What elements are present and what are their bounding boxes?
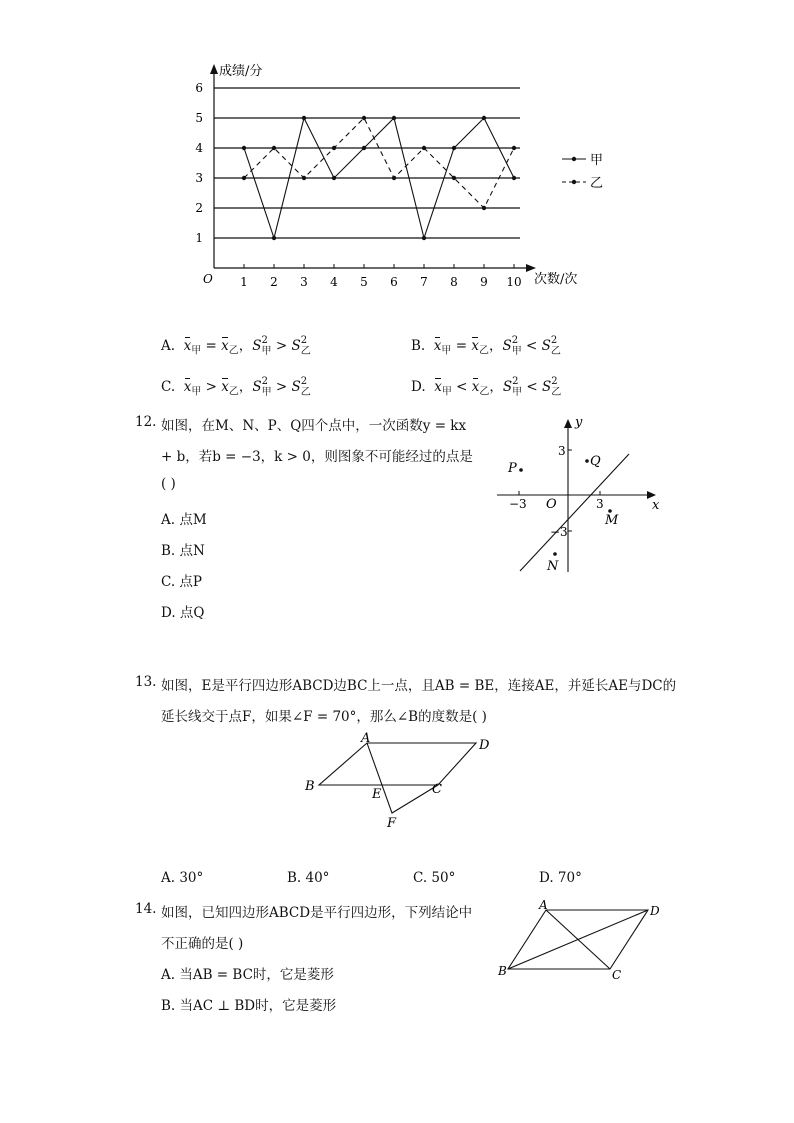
data-point bbox=[452, 176, 456, 180]
q11-option-b[interactable]: B. $x_甲$ = $x_乙$，S 2 甲 < S 2 乙 bbox=[411, 335, 561, 357]
q14-label-d: D bbox=[650, 904, 660, 918]
data-point bbox=[242, 146, 246, 150]
q12-point-q: Q bbox=[590, 454, 601, 469]
q13-option-d[interactable]: D. 70° bbox=[539, 870, 582, 886]
q13-text-line2: 延长线交于点F，如果∠F = 70°，那么∠B的度数是( ) bbox=[161, 709, 487, 725]
y-tick-label: 3 bbox=[195, 171, 203, 185]
q12-tick-x3: 3 bbox=[596, 497, 604, 511]
data-point bbox=[332, 176, 336, 180]
y-tick-label: 4 bbox=[195, 141, 203, 155]
y-tick-label: 5 bbox=[195, 111, 203, 125]
q11-option-d[interactable]: D. $x_甲$ < $x_乙$，S 2 甲 < S 2 乙 bbox=[411, 376, 562, 398]
q12-option-b[interactable]: B. 点N bbox=[161, 543, 205, 559]
data-point bbox=[242, 176, 246, 180]
q11-option-a[interactable]: A. $x_甲$ = $x_乙$，S 2 甲 > S 2 乙 bbox=[161, 335, 311, 357]
data-point bbox=[332, 146, 336, 150]
data-point bbox=[272, 146, 276, 150]
data-point bbox=[302, 116, 306, 120]
q12-text-line2: + b，若b = −3，k > 0，则图象不可能经过的点是 bbox=[161, 449, 473, 465]
q13-option-a[interactable]: A. 30° bbox=[161, 870, 204, 886]
q12-tick-yn3: −3 bbox=[550, 525, 568, 539]
data-point bbox=[482, 116, 486, 120]
q14-label-b: B bbox=[498, 964, 507, 978]
q14-parallelogram-figure bbox=[490, 895, 670, 990]
data-point bbox=[512, 176, 516, 180]
legend-marker-1 bbox=[572, 180, 576, 184]
q12-option-d[interactable]: D. 点Q bbox=[161, 605, 205, 621]
q13-parallelogram-figure bbox=[300, 728, 500, 833]
q14-label-a: A bbox=[539, 898, 548, 912]
q14-text-line2: 不正确的是( ) bbox=[161, 936, 244, 952]
x-tick-label: 6 bbox=[390, 275, 398, 289]
q12-y-label: y bbox=[575, 415, 583, 430]
q12-tick-y3: 3 bbox=[558, 444, 566, 458]
q12-point-n: N bbox=[547, 559, 559, 574]
x-tick-label: 4 bbox=[330, 275, 338, 289]
x-tick-label: 10 bbox=[506, 275, 522, 289]
q12-tick-xn3: −3 bbox=[509, 497, 527, 511]
data-point bbox=[452, 146, 456, 150]
legend-marker-0 bbox=[572, 157, 576, 161]
y-tick-label: 2 bbox=[195, 201, 203, 215]
q12-point-m: M bbox=[605, 513, 619, 528]
data-point bbox=[302, 176, 306, 180]
x-axis-arrow bbox=[526, 264, 536, 272]
line-chart bbox=[0, 0, 794, 300]
q12-x-label: x bbox=[652, 498, 660, 513]
legend-label-1: 乙 bbox=[590, 176, 604, 191]
q14-label-c: C bbox=[612, 968, 622, 982]
legend-label-0: 甲 bbox=[590, 153, 604, 168]
q13-option-c[interactable]: C. 50° bbox=[413, 870, 456, 886]
data-point bbox=[362, 146, 366, 150]
x-tick-label: 9 bbox=[480, 275, 488, 289]
x-tick-label: 5 bbox=[360, 275, 368, 289]
x-tick-label: 7 bbox=[420, 275, 428, 289]
x-tick-label: 3 bbox=[300, 275, 308, 289]
q13-text-line1: 如图，E是平行四边形ABCD边BC上一点，且AB = BE，连接AE，并延长AE与DC的 bbox=[161, 678, 677, 694]
q12-coordinate-figure bbox=[490, 410, 670, 580]
q14-text-line1: 如图，已知四边形ABCD是平行四边形，下列结论中 bbox=[161, 905, 473, 921]
q11-option-c[interactable]: C. $x_甲$ > $x_乙$，S 2 甲 > S 2 乙 bbox=[161, 376, 311, 398]
q13-label-e: E bbox=[372, 787, 382, 802]
q13-label-f: F bbox=[387, 816, 397, 831]
q13-label-d: D bbox=[479, 738, 490, 753]
y-axis-arrow bbox=[210, 64, 218, 74]
q14-option-a[interactable]: A. 当AB = BC时，它是菱形 bbox=[161, 967, 334, 983]
data-point bbox=[392, 176, 396, 180]
data-point bbox=[392, 116, 396, 120]
q14-option-b[interactable]: B. 当AC ⊥ BD时，它是菱形 bbox=[161, 998, 337, 1014]
q12-origin: O bbox=[546, 497, 557, 512]
y-tick-label: 6 bbox=[195, 81, 203, 95]
x-tick-label: 8 bbox=[450, 275, 458, 289]
q13-label-b: B bbox=[305, 779, 315, 794]
q12-point-p: P bbox=[508, 461, 517, 476]
data-point bbox=[482, 206, 486, 210]
q12-option-c[interactable]: C. 点P bbox=[161, 574, 203, 590]
x-axis-label: 次数/次 bbox=[534, 272, 578, 287]
q12-text-line1: 如图，在M、N、P、Q四个点中，一次函数y = kx bbox=[161, 418, 467, 434]
q13-option-b[interactable]: B. 40° bbox=[287, 870, 330, 886]
y-tick-label: 1 bbox=[195, 231, 203, 245]
q12-number: 12. bbox=[135, 414, 157, 430]
q13-label-c: C bbox=[432, 782, 442, 797]
x-tick-label: 1 bbox=[240, 275, 248, 289]
q12-option-a[interactable]: A. 点M bbox=[161, 512, 207, 528]
x-tick-label: 2 bbox=[270, 275, 278, 289]
data-point bbox=[272, 236, 276, 240]
y-axis-label: 成绩/分 bbox=[219, 64, 263, 79]
q13-number: 13. bbox=[135, 674, 157, 690]
data-point bbox=[362, 116, 366, 120]
data-point bbox=[422, 236, 426, 240]
q14-number: 14. bbox=[135, 901, 157, 917]
q12-text-line3: ( ) bbox=[161, 476, 176, 492]
origin-label: O bbox=[203, 272, 213, 286]
data-point bbox=[422, 146, 426, 150]
data-point bbox=[512, 146, 516, 150]
q13-label-a: A bbox=[361, 731, 371, 746]
